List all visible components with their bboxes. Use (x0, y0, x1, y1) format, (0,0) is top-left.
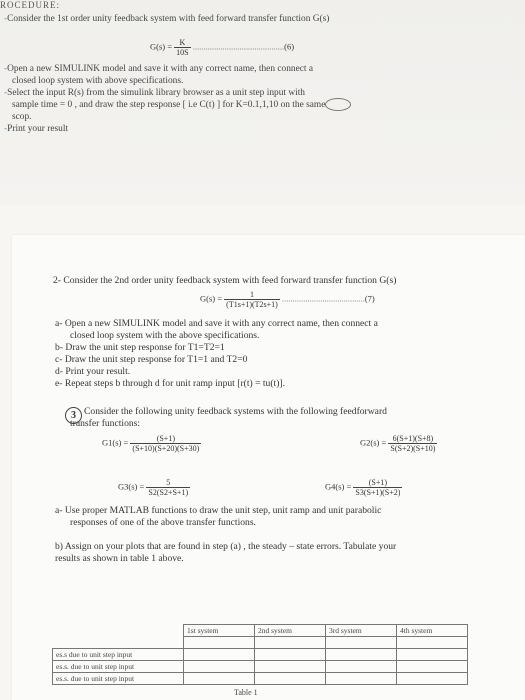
q2-step-b: b- Draw the unit step response for T1=T2=1 (55, 342, 225, 353)
table-caption: Table 1 (234, 688, 258, 697)
question-3b: transfer functions: (70, 418, 141, 429)
section-header: ROCEDURE: (0, 0, 61, 8)
procedure-step-3a: -Select the input R(s) from the simulink library browser as a unit step input with (4, 88, 305, 98)
question-3a: Consider the following unity feedback systems with the following feedforward (84, 406, 387, 417)
equation-7: G(s) = $\frac{1}{(T1s+1)(T2s+1)}$ .......................................(7) (200, 290, 375, 309)
table-row (53, 637, 468, 649)
table-header: 1st system (184, 625, 255, 637)
procedure-step-3c: scop. (12, 112, 32, 122)
procedure-step-3b: sample time = 0 , and draw the step response [ i.e C(t) ] for K=0.1,1,10 on the same (12, 100, 326, 110)
equation-g1: G1(s) = $\frac{(S+1)}{(S+10)(S+20)(S+30)}$ (102, 434, 200, 453)
q3-step-a1: a- Use proper MATLAB functions to draw the unit step, unit ramp and unit parabolic (55, 505, 382, 516)
procedure-step-2b: closed loop system with above specifications. (12, 76, 184, 86)
table-corner (53, 625, 184, 637)
equation-g3: G3(s) = $\frac{5}{S2(S2+S+1)}$ (118, 478, 189, 497)
table-row (53, 673, 468, 685)
q3-step-b2: results as shown in table 1 above. (55, 553, 184, 564)
handwritten-circle (325, 98, 351, 111)
question-2: 2- Consider the 2nd order unity feedback system with feed forward transfer function G(s) (53, 275, 397, 286)
steady-state-error-table (52, 624, 468, 685)
q3-step-b1: b) Assign on your plots that are found in step (a) , the steady – state errors. Tabulate your (55, 541, 397, 552)
table-header: 2nd system (255, 625, 326, 637)
equation-g2: G2(s) = $\frac{6(S+1)(S+8)}{S(S+2)(S+10)}$ (360, 434, 436, 453)
table-row (53, 661, 468, 673)
equation-6: G(s) = $\frac{K}{10S}$ ...........................................(6) (150, 38, 295, 57)
table-row-label: es.s. due to unit step input (53, 661, 184, 673)
q2-step-d: d- Print your result. (55, 366, 131, 377)
equation-g4: G4(s) = $\frac{(S+1)}{S3(S+1)(S+2)}$ (325, 478, 401, 497)
q3-step-a2: responses of one of the above transfer functions. (70, 517, 256, 528)
procedure-step-2a: -Open a new SIMULINK model and save it with any correct name, then connect a (4, 64, 314, 74)
table-header: 3rd system (326, 625, 397, 637)
question-3-number: 3 (65, 407, 82, 424)
q2-step-e: e- Repeat steps b through d for unit ramp input [r(t) = tu(t)]. (55, 378, 286, 389)
procedure-step-4: -Print your result (4, 124, 69, 134)
q2-step-a2: closed loop system with the above specifications. (70, 330, 260, 341)
table-row (53, 649, 468, 661)
q2-step-a1: a- Open a new SIMULINK model and save it with any correct name, then connect a (55, 318, 378, 329)
table-header-row (53, 625, 468, 637)
table-header: 4th system (397, 625, 468, 637)
table-row-label: es.s due to unit step input (53, 649, 184, 661)
procedure-step-1: -Consider the 1st order unity feedback system with feed forward transfer function G(s) (4, 14, 330, 24)
table-row-label: es.s. due to unit step input (53, 673, 184, 685)
q2-step-c: c- Draw the unit step response for T1=1 and T2=0 (55, 354, 248, 365)
